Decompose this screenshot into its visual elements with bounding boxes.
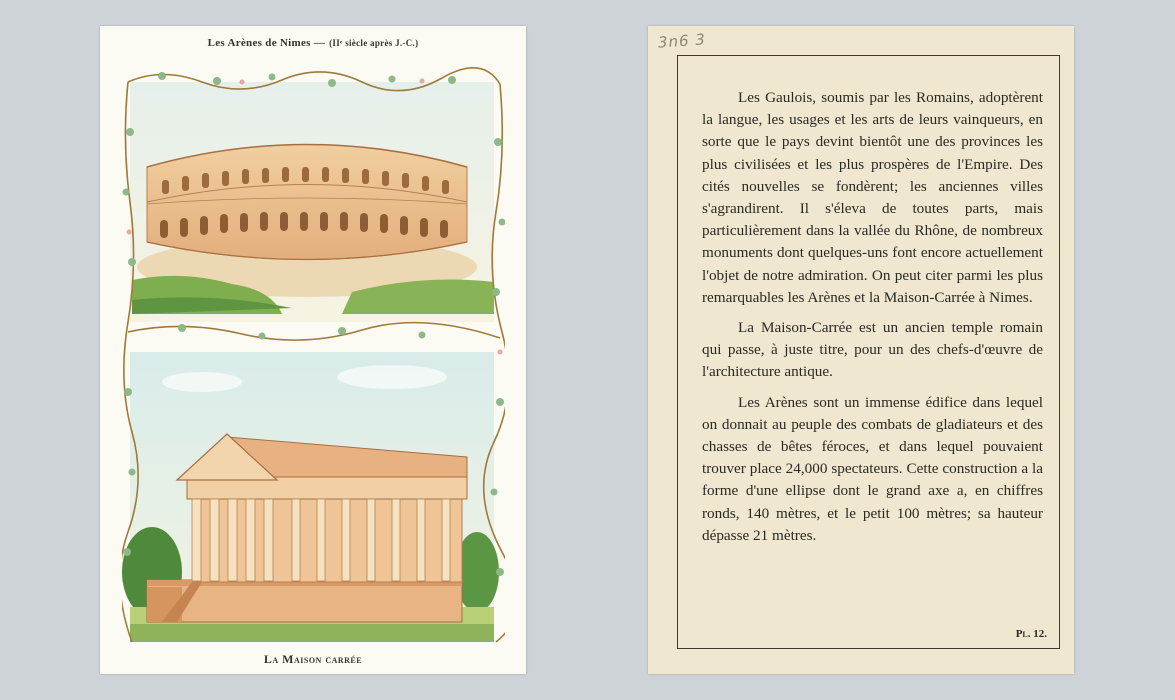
arena-scene — [130, 82, 494, 322]
card-title-century: (IIᵉ siècle après J.-C.) — [329, 38, 419, 48]
card-caption: La Maison carrée — [263, 652, 363, 666]
card-title — [100, 37, 526, 49]
description-text — [702, 87, 1043, 555]
paragraph-arenes: Les Arènes sont un immense édifice dans lequel on donnait au peuple des combats de gladiateurs et des chasses de bêtes féroces, et dans lequel pouvaient trouver place 24,000 spectateurs. Cette construction a la forme d'une ellipse dont le grand axe a, en chiffres ronds, 140 mètres, et le petit 100 mètres; sa hauteur dépasse 21 mètres. — [702, 393, 1043, 544]
maison-carree-scene — [122, 352, 499, 642]
card-title-text: Les Arènes de Nimes — — [207, 37, 326, 49]
plate-number: Pl. 12. — [1015, 628, 1047, 640]
illustration — [122, 52, 505, 652]
card-front — [100, 26, 526, 674]
paragraph-gaulois: Les Gaulois, soumis par les Romains, adoptèrent la langue, les usages et les arts de leurs vainqueurs, en sorte que le pays devint bientôt une des provinces les plus civilisées et les plus prospères de l'Empire. Des cités nouvelles se fondèrent; les anciennes villes s'agrandirent. Il s'éleva de toutes parts, mais particulièrement dans la vallée du Rhône, de nombreux monuments dont quelques-uns font encore actuellement l'objet de notre admiration. On peut citer parmi les plus remarquables les Arènes et la Maison-Carrée à Nimes. — [702, 89, 1043, 306]
text-frame — [677, 55, 1060, 649]
paragraph-maison-carree: La Maison-Carrée est un ancien temple romain qui passe, à juste titre, pour un des chefs-d'œuvre de l'architecture antique. — [702, 319, 1043, 381]
pencil-annotation: 3n6 3 — [657, 30, 707, 52]
card-back — [648, 26, 1074, 674]
